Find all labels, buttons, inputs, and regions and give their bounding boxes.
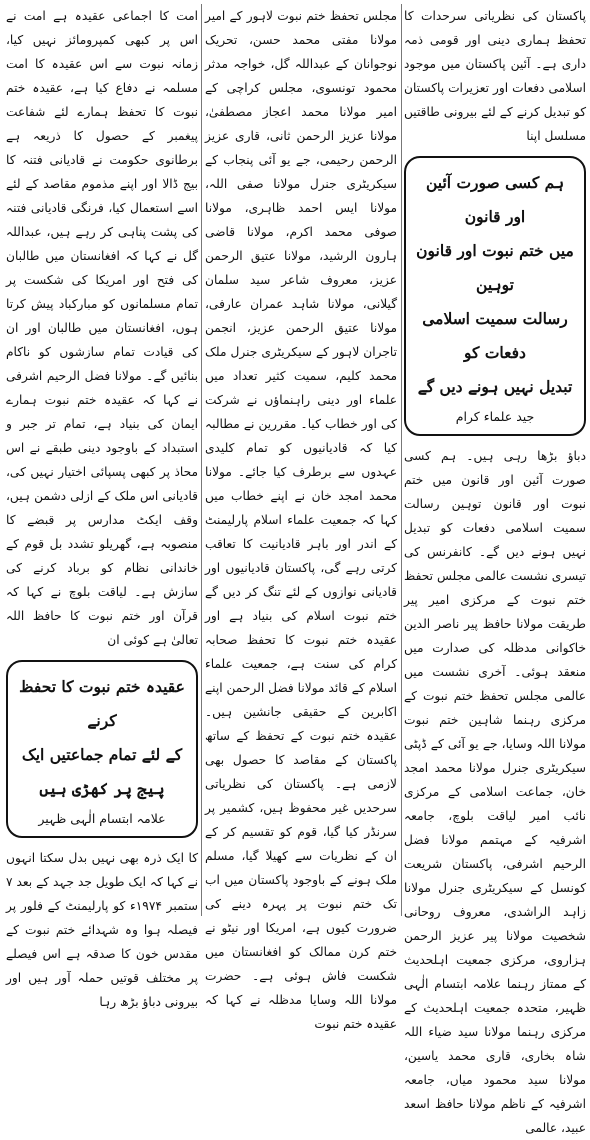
column-right-text-bottom: دباؤ بڑھا رہی ہیں۔ ہم کسی صورت آئین اور قانون میں ختم نبوت اور قانون توہین رسالت سمیت اسلامی دفعات کو تبدیل نہیں ہونے دیں گے۔ کانفرنس کی تیسری نشست عالمی مجلس تحفظ ختم نبوت کے مرکزی امیر پیر طریقت مولانا حافظ پیر ناصر الدین خاکوانی مدظلہ کی صدارت میں منعقد ہوئی۔ آخری نشست میں عالمی مجلس تحفظ ختم نبوت کے مرکزی رہنما شاہین ختم نبوت مولانا اللہ وسایا، جے یو آئی کے ڈپٹی سیکریٹری جنرل مولانا محمد امجد خان، جماعت اسلامی کے مرکزی نائب امیر لیاقت بلوچ، جامعہ اشرفیہ کے مہتمم مولانا فضل الرحیم اشرفی، پاکستان شریعت کونسل کے سیکریٹری جنرل مولانا زاہد الراشدی، معروف روحانی شخصیت مولانا پیر عزیز الرحمن ہزاروی، مرکزی جمعیت اہلحدیث کے ممتاز رہنما علامہ ابتسام الٰہی ظہیر، متحدہ جمعیت اہلحدیث کے مرکزی رہنما مولانا سید ضیاء اللہ شاہ بخاری، قاری محمد یاسین، مولانا سید محمود میاں، جامعہ اشرفیہ کے ناظم مولانا حافظ اسعد عبید، عالمی — [404, 449, 586, 1135]
pull-quote-box — [404, 156, 586, 436]
column-divider — [201, 4, 202, 916]
pull-quote-credit: علامہ ابتسام الٰہی ظہیر — [38, 811, 166, 826]
column-middle — [205, 4, 397, 1031]
column-middle-text: مجلس تحفظ ختم نبوت لاہور کے امیر مولانا مفتی محمد حسن، تحریک نوجوانان کے عبداللہ گل، خواجہ مدثر محمود تونسوی، مجلس کراچی کے امیر مولانا محمد اعجاز مصطفیٰ، مولانا عزیز الرحمن ثانی، قاری عزیز الرحمن رحیمی، جے یو آئی پنجاب کے سیکریٹری جنرل مولانا صفی اللہ، مولانا ایس احمد ظاہری، مولانا صوفی محمد اکرم، مولانا قاضی ہارون الرشید، مولانا عتیق الرحمن عزیز، معروف شاعر سید سلمان گیلانی، مولانا شاہد عمران عارفی، مولانا عتیق الرحمن عزیز، انجمن تاجران لاہور کے سیکریٹری جنرل ملک محمد کلیم، سمیت کثیر تعداد میں علماء اور دینی راہنماؤں نے شرکت کی اور خطاب کیا۔ مقررین نے مطالبہ کیا کہ قادیانیوں کو تمام کلیدی عہدوں سے برطرف کیا جائے۔ مولانا محمد امجد خان نے اپنے خطاب میں کہا کہ جمعیت علماء اسلام پارلیمنٹ کے اندر اور باہر قادیانیت کا تعاقب کرتی رہے گی، پاکستان قادیانیوں اور قادیانی نوازوں کے لئے تنگ کر دیں گے ختم نبوت اسلام کی بنیاد ہے اور عقیدہ ختم نبوت کا تحفظ صحابہ کرام کی سنت ہے، جمعیت علماء اسلام کے قائد مولانا فضل الرحمن اپنے اکابرین کے حقیقی جانشین ہیں۔ عقیدہ ختم نبوت کے تحفظ کے ساتھ پاکستان کے مقاصد کا حصول بھی لازمی ہے۔ پاکستان کی نظریاتی سرحدیں غیر محفوظ ہیں، کشمیر پر سرنڈر کیا گیا، قوم کو تقسیم کر کے ان کے نظریات سے کھیلا گیا، مسلم ملک ہونے کے باوجود پاکستان میں اب تک ختم نبوت پر پہرہ دینے کی ضرورت کیوں ہے، امریکا اور نیٹو نے ختم کرن ممالک کو افغانستان میں شکست فاش ہوئی ہے۔ حضرت مولانا اللہ وسایا مدظلہ نے کہا کہ عقیدہ ختم نبوت — [205, 9, 397, 1031]
pull-quote-box — [6, 660, 198, 838]
pull-quote-line: کے لئے تمام جماعتیں ایک — [21, 745, 183, 764]
pull-quote-line: تبدیل نہیں ہونے دیں گے — [417, 377, 573, 396]
pull-quote-line: پیج پر کھڑی ہیں — [39, 779, 165, 798]
pull-quote-line: ہم کسی صورت آئین اور قانون — [425, 173, 565, 226]
pull-quote-line: عقیدہ ختم نبوت کا تحفظ کرنے — [19, 677, 185, 730]
column-right-text-top: پاکستان کی نظریاتی سرحدات کا تحفظ ہماری دینی اور قومی ذمہ داری ہے۔ آئین پاکستان میں موجود اسلامی دفعات اور تعزیرات پاکستان کو تبدیل کرنے کے لئے بیرونی طاقتیں مسلسل اپنا — [404, 9, 586, 143]
column-left — [6, 4, 199, 1009]
column-left-text-bottom: کا ایک ذرہ بھی نہیں بدل سکتا انہوں نے کہا کہ ایک طویل جد جہد کے بعد ۷ ستمبر ۱۹۷۴ء کو پارلیمنٹ کے فلور پر فیصلہ ہوا وہ شہدائے ختم نبوت کے مقدس خون کا صدقہ ہے اس فیصلے پر مختلف قوتیں حملہ آور ہیں اور بیرونی دباؤ بڑھ رہا — [6, 851, 199, 1009]
pull-quote-line: رسالت سمیت اسلامی دفعات کو — [422, 309, 568, 362]
column-left-text-top: امت کا اجماعی عقیدہ ہے امت نے اس پر کبھی کمپرومائز نہیں کیا، زمانہ نبوت سے اس عقیدہ کا امت مسلمہ نے دفاع کیا ہے، عقیدہ ختم نبوت کا تحفظ ہمارے لئے شفاعت پیغمبر کے حصول کا ذریعہ ہے برطانوی حکومت نے قادیانی فتنہ کا بیج ڈالا اور اپنے مذموم مقاصد کے لئے اسے استعمال کیا، فرنگی قادیانی فتنہ کی پشت پناہی کر رہے ہیں، عبداللہ گل نے کہا کہ افغانستان میں طالبان کی فتح اور امریکا کی شکست پر تمام مسلمانوں کو مبارکباد پیش کرتا ہوں، افغانستان میں طالبان اور ان کی قیادت تمام سازشوں کو ناکام بنائیں گے۔ مولانا فضل الرحیم اشرفی نے کہا کہ عقیدہ ختم نبوت ہمارے ایمان کی بنیاد ہے، تمام تر جبر و استبداد کے باوجود دینی طبقے نے اس محاذ پر کبھی پسپائی اختیار نہیں کی، قادیانی اس ملک کے ازلی دشمن ہیں، وقف ایکٹ مدارس پر قبضے کا منصوبہ ہے، گھریلو تشدد بل قوم کے خاندانی نظام کو برباد کرنے کی سازش ہے۔ لیاقت بلوچ نے کہا کہ قرآن اور ختم نبوت کا حافظ اللہ تعالیٰ ہے کوئی ان — [6, 9, 198, 647]
pull-quote-line: میں ختم نبوت اور قانون توہین — [416, 241, 574, 294]
column-divider — [401, 4, 402, 916]
column-right — [404, 4, 586, 1135]
pull-quote-credit: جید علماء کرام — [455, 409, 535, 424]
